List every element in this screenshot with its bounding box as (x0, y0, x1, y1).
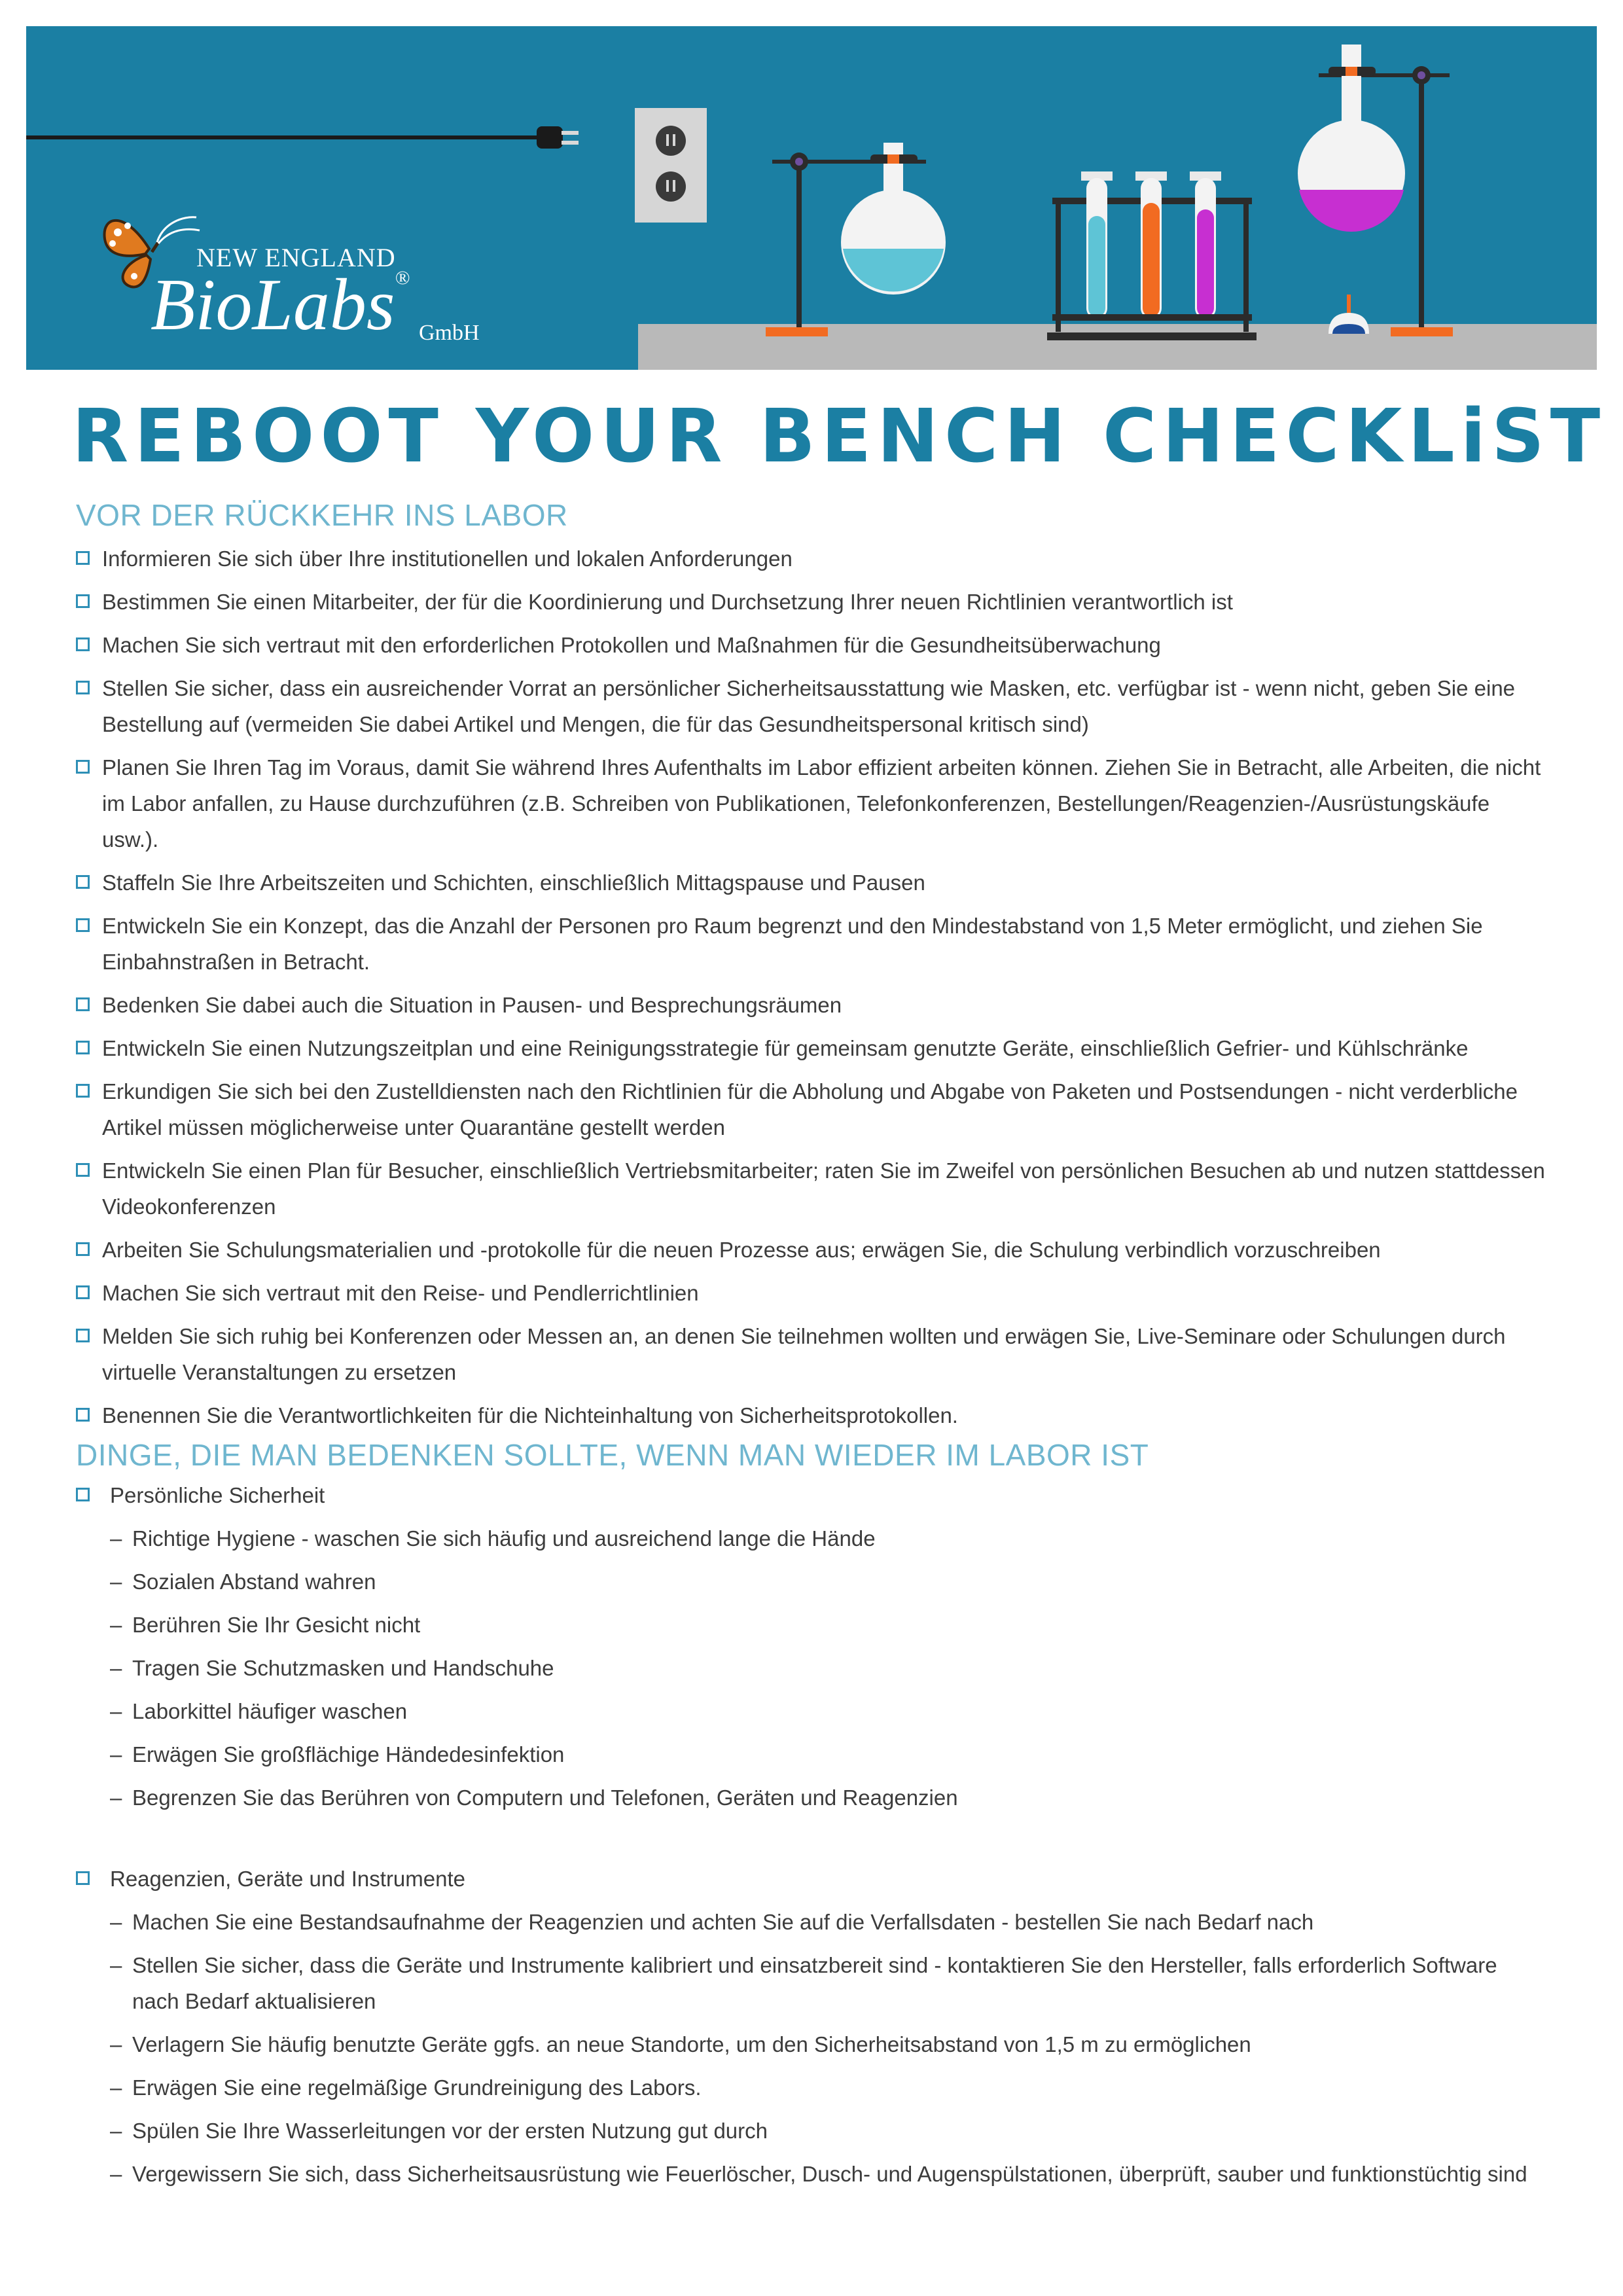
list-item: – Erwägen Sie großflächige Händedesinfektion (110, 1736, 1550, 1772)
checkbox[interactable] (76, 637, 90, 651)
test-tube-rack (1047, 171, 1257, 340)
reagents-equipment-list (110, 1904, 1550, 2199)
checklist-item: Erkundigen Sie sich bei den Zustelldiensten nach den Richtlinien für die Abholung und Abgabe von Paketen und Postsendungen - nicht verderbliche Artikel müssen möglicherweise unter Quarantäne gestellt werden (76, 1073, 1548, 1145)
list-item: – Tragen Sie Schutzmasken und Handschuhe (110, 1650, 1550, 1686)
alcohol-burner (1329, 295, 1369, 334)
checklist-item: Informieren Sie sich über Ihre institutionellen und lokalen Anforderungen (76, 541, 1548, 577)
checklist-item: Entwickeln Sie einen Plan für Besucher, einschließlich Vertriebsmitarbeiter; raten Sie im Zweifel von persönlichen Besuchen ab und nutzen stattdessen Videokonferenzen (76, 1153, 1548, 1225)
group-reagents-equipment: Reagenzien, Geräte und Instrumente (76, 1861, 465, 1897)
list-item: – Stellen Sie sicher, dass die Geräte und Instrumente kalibriert und einsatzbereit sind - kontaktieren Sie den Hersteller, falls erforderlich Software nach Bedarf aktualisieren (110, 1947, 1550, 2019)
checklist-item: Entwickeln Sie ein Konzept, das die Anzahl der Personen pro Raum begrenzt und den Mindestabstand von 1,5 Meter ermöglicht, und ziehen Sie Einbahnstraßen in Betracht. (76, 908, 1548, 980)
list-item: – Vergewissern Sie sich, dass Sicherheitsausrüstung wie Feuerlöscher, Dusch- und Augenspülstationen, überprüft, sauber und funktionstüchtig sind (110, 2156, 1550, 2192)
checklist-item: Arbeiten Sie Schulungsmaterialien und -protokolle für die neuen Prozesse aus; erwägen Sie, die Schulung verbindlich vorzuschreiben (76, 1232, 1548, 1268)
list-item: – Richtige Hygiene - waschen Sie sich häufig und ausreichend lange die Hände (110, 1520, 1550, 1556)
checklist-item: Machen Sie sich vertraut mit den erforderlichen Protokollen und Maßnahmen für die Gesundheitsüberwachung (76, 627, 1548, 663)
checklist-item: Staffeln Sie Ihre Arbeitszeiten und Schichten, einschließlich Mittagspause und Pausen (76, 865, 1548, 901)
brand-line-2: BioLabs® (151, 264, 410, 346)
group-personal-safety: Persönliche Sicherheit (76, 1477, 325, 1513)
header-banner (26, 26, 1597, 370)
power-outlet-icon (635, 108, 707, 223)
list-item: – Machen Sie eine Bestandsaufnahme der Reagenzien und achten Sie auf die Verfallsdaten - bestellen Sie nach Bedarf nach (110, 1904, 1550, 1940)
checkbox[interactable] (76, 1163, 90, 1177)
registered-mark: ® (395, 267, 410, 289)
checklist-item: Melden Sie sich ruhig bei Konferenzen oder Messen an, an denen Sie teilnehmen wollten und erwägen Sie, Live-Seminare oder Schulungen durch virtuelle Veranstaltungen zu ersetzen (76, 1318, 1548, 1390)
brand-line-1: NEW ENGLAND (196, 243, 396, 272)
checkbox[interactable] (76, 1084, 90, 1098)
retort-stand-flask-cyan (766, 143, 946, 336)
checklist-before-return (76, 541, 1548, 1441)
checklist-item: Bestimmen Sie einen Mitarbeiter, der für die Koordinierung und Durchsetzung Ihrer neuen Richtlinien verantwortlich ist (76, 584, 1548, 620)
checkbox[interactable] (76, 681, 90, 694)
checkbox[interactable] (76, 1871, 90, 1885)
checkbox[interactable] (76, 1488, 90, 1501)
personal-safety-list (110, 1520, 1550, 1823)
plug-icon (537, 126, 563, 149)
list-item: – Erwägen Sie eine regelmäßige Grundreinigung des Labors. (110, 2070, 1550, 2106)
checklist-item: Benennen Sie die Verantwortlichkeiten für die Nichteinhaltung von Sicherheitsprotokollen. (76, 1397, 1548, 1433)
checkbox[interactable] (76, 918, 90, 932)
checklist-item: Entwickeln Sie einen Nutzungszeitplan und eine Reinigungsstrategie für gemeinsam genutzte Geräte, einschließlich Gefrier- und Kühlschränke (76, 1030, 1548, 1066)
list-item: – Begrenzen Sie das Berühren von Computern und Telefonen, Geräten und Reagenzien (110, 1780, 1550, 1816)
checklist-item: Planen Sie Ihren Tag im Voraus, damit Sie während Ihres Aufenthalts im Labor effizient arbeiten können. Ziehen Sie in Betracht, alle Arbeiten, die nicht im Labor anfallen, zu Hause durchzuführen (z.B. Schreiben von Publikationen, Telefonkonferenzen, Bestellungen/Reagenzien-/Ausrüstungskäufe usw.). (76, 749, 1548, 857)
checkbox[interactable] (76, 1285, 90, 1299)
checkbox[interactable] (76, 1242, 90, 1256)
checkbox[interactable] (76, 551, 90, 565)
brand-line-3: GmbH (419, 321, 480, 345)
list-item: – Sozialen Abstand wahren (110, 1564, 1550, 1600)
section-heading-back-in-lab: DINGE, DIE MAN BEDENKEN SOLLTE, WENN MAN WIEDER IM LABOR IST (76, 1438, 1149, 1472)
checkbox[interactable] (76, 594, 90, 608)
checklist-item: Bedenken Sie dabei auch die Situation in Pausen- und Besprechungsräumen (76, 987, 1548, 1023)
checkbox[interactable] (76, 1329, 90, 1342)
checklist-item: Machen Sie sich vertraut mit den Reise- und Pendlerrichtlinien (76, 1275, 1548, 1311)
list-item: – Verlagern Sie häufig benutzte Geräte ggfs. an neue Standorte, um den Sicherheitsabstand von 1,5 m zu ermöglichen (110, 2026, 1550, 2062)
retort-stand-flask-magenta (1298, 45, 1453, 336)
checkbox[interactable] (76, 1041, 90, 1054)
list-item: – Laborkittel häufiger waschen (110, 1693, 1550, 1729)
checkbox[interactable] (76, 875, 90, 889)
checklist-item: Stellen Sie sicher, dass ein ausreichender Vorrat an persönlicher Sicherheitsausstattung wie Masken, etc. verfügbar ist - wenn nicht, geben Sie eine Bestellung auf (vermeiden Sie dabei Artikel und Mengen, die für das Gesundheitspersonal kritisch sind) (76, 670, 1548, 742)
section-heading-before-return: VOR DER RÜCKKEHR INS LABOR (76, 498, 568, 532)
checkbox[interactable] (76, 760, 90, 774)
checkbox[interactable] (76, 997, 90, 1011)
checkbox[interactable] (76, 1408, 90, 1422)
list-item: – Berühren Sie Ihr Gesicht nicht (110, 1607, 1550, 1643)
list-item: – Spülen Sie Ihre Wasserleitungen vor der ersten Nutzung gut durch (110, 2113, 1550, 2149)
page-title: REBOOT YOUR BENCH CHECKLiST (72, 394, 1607, 479)
